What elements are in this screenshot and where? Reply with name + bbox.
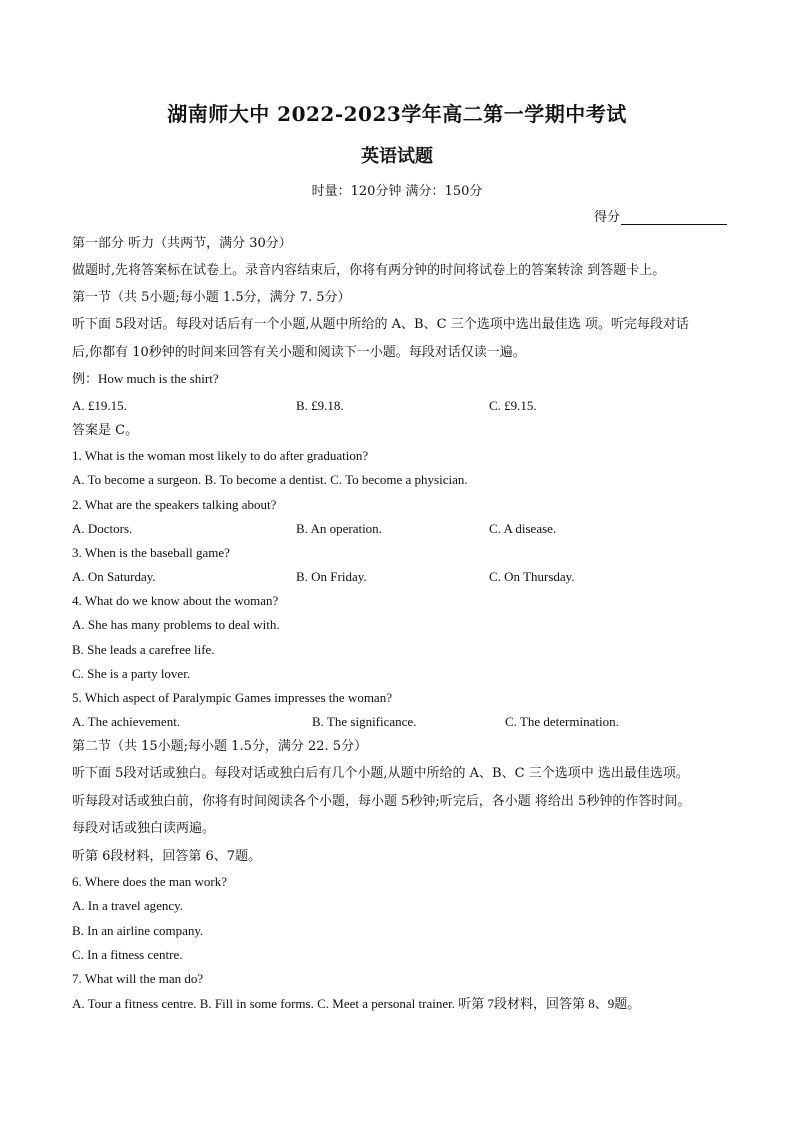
question-3-option-b: B. On Friday.	[296, 569, 367, 584]
score-label: 得分	[594, 210, 621, 225]
section2-instruction-2: 听每段对话或独白前，你将有时间阅读各个小题，每小题 5秒钟;听完后，各小题 将给出 5秒钟的作答时间。	[72, 794, 691, 809]
example-option-c: C. £9.15.	[489, 398, 537, 413]
question-3: 3. When is the baseball game?	[72, 545, 230, 560]
question-6-option-c: C. In a fitness centre.	[72, 947, 183, 962]
question-6-option-b: B. In an airline company.	[72, 923, 204, 938]
question-3-option-a: A. On Saturday.	[72, 569, 156, 584]
material-6-heading: 听第 6段材料，回答第 6、7题。	[72, 849, 262, 864]
section2-heading: 第二节（共 15小题;每小题 1.5分，满分 22. 5分）	[72, 739, 368, 754]
question-5-option-c: C. The determination.	[505, 714, 619, 729]
question-4-option-b: B. She leads a carefree life.	[72, 642, 215, 657]
score-field	[594, 206, 727, 225]
score-blank	[621, 210, 727, 225]
question-2-option-c: C. A disease.	[489, 521, 557, 536]
question-6: 6. Where does the man work?	[72, 874, 227, 889]
question-2-option-a: A. Doctors.	[72, 521, 133, 536]
question-2: 2. What are the speakers talking about?	[72, 497, 277, 512]
question-5-option-a: A. The achievement.	[72, 714, 181, 729]
question-3-option-c: C. On Thursday.	[489, 569, 575, 584]
question-6-option-a: A. In a travel agency.	[72, 898, 184, 913]
part1-heading: 第一部分 听力（共两节，满分 30分）	[72, 236, 292, 251]
section2-instruction-1: 听下面 5段对话或独白。每段对话或独白后有几个小题,从题中所给的 A、B、C 三个选项中 选出最佳选项。	[72, 766, 689, 781]
example-question: 例：How much is the shirt?	[72, 371, 219, 386]
section2-instruction-3: 每段对话或独白读两遍。	[72, 821, 216, 836]
part1-instruction: 做题时,先将答案标在试卷上。录音内容结束后，你将有两分钟的时间将试卷上的答案转涂 到答题卡上。	[72, 263, 666, 278]
question-4-option-a: A. She has many problems to deal with.	[72, 617, 280, 632]
question-5: 5. Which aspect of Paralympic Games impresses the woman?	[72, 690, 392, 705]
section1-instruction-2: 后,你都有 10秒钟的时间来回答有关小题和阅读下一小题。每段对话仅读一遍。	[72, 345, 526, 360]
section1-instruction-1: 听下面 5段对话。每段对话后有一个小题,从题中所给的 A、B、C 三个选项中选出最佳选 项。听完每段对话	[72, 317, 689, 332]
exam-meta: 时量：120分钟 满分：150分	[311, 184, 483, 199]
question-2-option-b: B. An operation.	[296, 521, 382, 536]
question-4-option-c: C. She is a party lover.	[72, 666, 191, 681]
question-5-option-b: B. The significance.	[312, 714, 417, 729]
question-1-options: A. To become a surgeon. B. To become a dentist. C. To become a physician.	[72, 472, 468, 487]
example-answer: 答案是 C。	[72, 423, 139, 438]
exam-subtitle: 英语试题	[361, 146, 433, 167]
question-4: 4. What do we know about the woman?	[72, 593, 279, 608]
exam-title: 湖南师大中 2022-2023学年高二第一学期中考试	[167, 102, 627, 126]
section1-heading: 第一节（共 5小题;每小题 1.5分，满分 7. 5分）	[72, 290, 351, 305]
question-1: 1. What is the woman most likely to do after graduation?	[72, 448, 369, 463]
question-7: 7. What will the man do?	[72, 971, 204, 986]
question-7-options: A. Tour a fitness centre. B. Fill in some forms. C. Meet a personal trainer. 听第 7段材料，回答第 8、9题。	[72, 996, 641, 1011]
example-option-b: B. £9.18.	[296, 398, 344, 413]
example-option-a: A. £19.15.	[72, 398, 127, 413]
